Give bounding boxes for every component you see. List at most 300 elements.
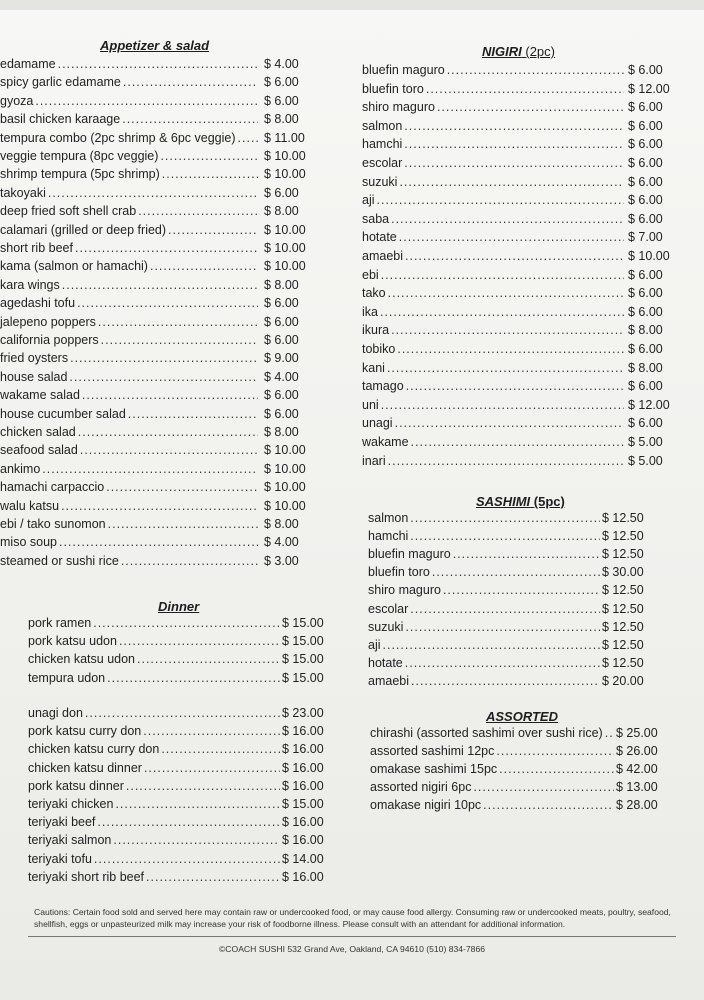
menu-item-name: kani: [362, 360, 385, 375]
menu-item-price: $ 6.00: [628, 286, 663, 301]
menu-item-price: $ 6.00: [628, 118, 663, 133]
dot-leader: [62, 278, 258, 292]
dot-leader: [377, 193, 624, 207]
menu-item-name: calamari (grilled or deep fried): [0, 222, 167, 237]
menu-item-price: $ 16.00: [282, 760, 324, 775]
menu-item-row: [0, 443, 316, 459]
menu-item-name: hotate: [368, 655, 403, 670]
menu-item-row: [368, 656, 668, 672]
sashimi-piece-count: (5pc): [533, 494, 565, 509]
menu-item-row: [362, 230, 700, 246]
menu-item-name: miso soup: [0, 535, 57, 550]
menu-item-name: chicken katsu udon: [28, 652, 136, 667]
dot-leader: [447, 63, 624, 77]
menu-item-row: [370, 780, 670, 796]
menu-item-row: [0, 278, 316, 294]
menu-item-price: $ 10.00: [264, 443, 306, 458]
menu-item-name: shiro maguro: [368, 583, 441, 598]
menu-item-name: pork ramen: [28, 616, 92, 630]
menu-item-name: seafood salad: [0, 443, 78, 458]
dot-leader: [106, 480, 258, 494]
dot-leader: [388, 454, 624, 468]
menu-item-name: tamago: [362, 379, 404, 394]
menu-item-price: $ 6.00: [628, 304, 663, 319]
menu-item-price: $ 26.00: [616, 744, 658, 759]
menu-item-row: [362, 119, 700, 135]
footer-address: ©COACH SUSHI 532 Grand Ave, Oakland, CA 94610 (510) 834-7866: [218, 944, 486, 954]
menu-item-price: $ 6.00: [628, 211, 663, 226]
menu-item-row: [368, 547, 668, 563]
menu-item-name: escolar: [368, 601, 409, 616]
menu-item-row: [0, 57, 316, 73]
menu-item-name: pork katsu udon: [28, 634, 117, 649]
dot-leader: [58, 57, 258, 71]
menu-item-price: $ 6.00: [628, 174, 663, 189]
menu-item-price: $ 12.00: [628, 81, 670, 96]
menu-item-price: $ 6.00: [628, 63, 663, 77]
dot-leader: [143, 724, 280, 738]
dot-leader: [113, 833, 280, 847]
menu-item-name: tempura udon: [28, 670, 106, 685]
menu-item-name: unagi: [362, 416, 393, 431]
menu-item-row: [28, 797, 328, 813]
caution-notice: Cautions: Certain food sold and served here may contain raw or undercooked food, or may cause food allergy. Consuming raw or undercooked meats, poultry, seafood, shellfish, eggs or unpasteurized milk may increase your risk of foodborne illness. Please consult with an attendant for additional information.: [34, 907, 671, 929]
menu-item-row: [0, 425, 316, 441]
menu-item-name: agedashi tofu: [0, 296, 76, 311]
dot-leader: [93, 616, 280, 630]
menu-item-row: [0, 554, 316, 570]
menu-item-row: [0, 351, 316, 367]
menu-item-price: $ 7.00: [628, 230, 663, 245]
dot-leader: [107, 671, 280, 685]
dot-leader: [397, 342, 624, 356]
menu-item-price: $ 28.00: [616, 798, 658, 813]
dot-leader: [410, 602, 600, 616]
sashimi-heading: [476, 494, 565, 509]
dot-leader: [138, 204, 258, 218]
menu-item-name: escolar: [362, 156, 403, 170]
menu-item-price: $ 10.00: [264, 149, 306, 163]
menu-item-row: [370, 726, 670, 742]
footer-divider: [28, 936, 676, 937]
menu-item-name: hamachi carpaccio: [0, 480, 105, 495]
menu-item-row: [0, 259, 316, 275]
menu-item-price: $ 12.50: [602, 547, 644, 562]
menu-item-name: kama (salmon or hamachi): [0, 259, 148, 274]
menu-item-price: $ 10.00: [264, 498, 306, 513]
menu-item-row: [0, 370, 316, 386]
dot-leader: [437, 100, 624, 114]
menu-item-price: $ 6.00: [264, 314, 299, 329]
menu-item-name: inari: [362, 453, 386, 468]
menu-item-name: wakame salad: [0, 388, 80, 403]
dot-leader: [391, 323, 624, 337]
menu-item-name: uni: [362, 397, 379, 412]
menu-item-row: [362, 416, 700, 432]
menu-item-row: [0, 499, 316, 515]
dot-leader: [499, 762, 614, 776]
dot-leader: [108, 517, 258, 531]
menu-item-name: teriyaki beef: [28, 815, 96, 830]
dot-leader: [381, 398, 624, 412]
menu-item-name: bluefin toro: [368, 565, 430, 580]
menu-item-price: $ 6.00: [264, 185, 299, 200]
menu-item-name: assorted nigiri 6pc: [370, 780, 472, 795]
menu-item-price: $ 11.00: [264, 130, 305, 145]
dot-leader: [85, 706, 280, 720]
dot-leader: [122, 112, 258, 126]
menu-item-row: [28, 761, 328, 777]
menu-item-price: $ 6.00: [628, 379, 663, 394]
menu-item-price: $ 12.50: [602, 529, 644, 544]
dot-leader: [137, 652, 280, 666]
menu-item-row: [362, 454, 700, 470]
menu-item-row: [370, 762, 670, 778]
dot-leader: [404, 137, 624, 151]
menu-item-price: $ 30.00: [602, 565, 644, 580]
menu-item-row: [0, 535, 316, 551]
menu-item-name: hotate: [362, 230, 397, 245]
menu-item-row: [0, 204, 316, 220]
menu-item-row: [368, 565, 668, 581]
menu-item-row: [362, 305, 700, 321]
menu-item-name: gyoza: [0, 93, 34, 108]
dot-leader: [426, 82, 624, 96]
page-top-edge: [0, 0, 704, 10]
menu-item-row: [28, 852, 328, 868]
menu-item-name: fried oysters: [0, 351, 69, 366]
menu-item-row: [362, 82, 700, 98]
appetizer-heading: Appetizer & salad: [100, 38, 210, 53]
menu-item-row: [28, 724, 328, 740]
menu-item-row: [28, 870, 328, 886]
menu-item-row: [28, 634, 328, 650]
menu-item-name: hamchi: [368, 529, 409, 544]
dot-leader: [443, 583, 600, 597]
menu-item-name: bluefin maguro: [368, 547, 451, 562]
menu-item-row: [0, 167, 316, 183]
menu-item-row: [362, 342, 700, 358]
menu-item-price: $ 8.00: [264, 277, 299, 292]
dot-leader: [123, 75, 258, 89]
dot-leader: [48, 186, 258, 200]
menu-item-row: [0, 112, 316, 128]
sashimi-title: SASHIMI: [476, 494, 531, 509]
menu-item-name: chicken salad: [0, 425, 76, 439]
menu-item-price: $ 6.00: [264, 296, 299, 311]
dot-leader: [383, 638, 600, 652]
menu-item-name: chicken katsu curry don: [28, 742, 160, 757]
menu-item-row: [0, 517, 316, 533]
menu-item-price: $ 8.00: [264, 204, 299, 219]
menu-item-name: tempura combo (2pc shrimp & 6pc veggie): [0, 130, 236, 145]
menu-item-price: $ 13.00: [616, 780, 658, 795]
menu-item-row: [368, 511, 668, 527]
menu-item-row: [0, 333, 316, 349]
menu-item-row: [28, 671, 328, 687]
menu-item-name: suzuki: [368, 619, 404, 634]
menu-item-price: $ 12.50: [602, 601, 644, 616]
dot-leader: [405, 249, 624, 263]
dot-leader: [410, 529, 600, 543]
menu-item-row: [0, 149, 316, 165]
menu-item-price: $ 10.00: [264, 461, 306, 476]
menu-item-price: $ 12.50: [602, 619, 644, 634]
dot-leader: [395, 416, 624, 430]
nigiri-piece-count: (2pc): [525, 44, 555, 59]
menu-item-price: $ 8.00: [264, 112, 299, 127]
menu-item-name: shiro maguro: [362, 100, 435, 115]
menu-item-row: [362, 268, 700, 284]
dot-leader: [380, 305, 624, 319]
menu-item-name: wakame: [362, 435, 409, 449]
menu-item-price: $ 12.50: [602, 655, 644, 670]
menu-item-row: [370, 798, 670, 814]
dot-leader: [238, 131, 258, 145]
dot-leader: [605, 726, 614, 740]
nigiri-title: NIGIRI: [482, 44, 522, 59]
menu-item-name: bluefin maguro: [362, 63, 445, 77]
menu-item-row: [362, 323, 700, 339]
menu-item-price: $ 20.00: [602, 673, 644, 688]
dot-leader: [388, 286, 624, 300]
dot-leader: [168, 223, 258, 237]
menu-item-name: ikura: [362, 323, 390, 338]
dot-leader: [381, 268, 624, 282]
dot-leader: [94, 852, 280, 866]
menu-item-row: [362, 63, 700, 79]
menu-item-row: [0, 75, 316, 91]
menu-item-price: $ 16.00: [282, 833, 324, 848]
menu-item-row: [368, 638, 668, 654]
dot-leader: [150, 259, 258, 273]
menu-item-price: $ 10.00: [264, 222, 306, 237]
menu-item-price: $ 23.00: [282, 706, 324, 720]
menu-item-name: omakase nigiri 10pc: [370, 798, 482, 813]
dot-leader: [97, 815, 280, 829]
dot-leader: [70, 351, 258, 365]
dot-leader: [69, 370, 258, 384]
menu-item-row: [0, 407, 316, 423]
dot-leader: [126, 779, 280, 793]
menu-item-price: $ 6.00: [628, 156, 663, 170]
dot-leader: [98, 315, 258, 329]
menu-item-name: aji: [368, 637, 381, 652]
menu-item-row: [368, 583, 668, 599]
dot-leader: [387, 361, 624, 375]
menu-item-price: $ 10.00: [264, 259, 306, 274]
menu-item-price: $ 6.00: [264, 388, 299, 403]
dot-leader: [411, 674, 600, 688]
menu-item-price: $ 15.00: [282, 634, 324, 649]
dot-leader: [59, 535, 258, 549]
menu-item-price: $ 6.00: [628, 193, 663, 208]
menu-item-name: short rib beef: [0, 241, 73, 255]
menu-item-price: $ 12.00: [628, 397, 670, 412]
dot-leader: [399, 230, 624, 244]
menu-item-price: $ 6.00: [628, 100, 663, 115]
menu-item-row: [28, 706, 328, 722]
dot-leader: [161, 742, 280, 756]
dot-leader: [80, 443, 258, 457]
menu-item-name: amaebi: [362, 249, 403, 263]
menu-item-row: [0, 462, 316, 478]
menu-item-price: $ 5.00: [628, 453, 663, 468]
menu-item-price: $ 16.00: [282, 742, 324, 757]
menu-item-price: $ 6.00: [628, 267, 663, 282]
menu-item-name: shrimp tempura (5pc shrimp): [0, 167, 160, 182]
menu-item-price: $ 12.50: [602, 583, 644, 598]
menu-item-row: [0, 480, 316, 496]
dot-leader: [119, 634, 280, 648]
menu-item-name: pork katsu dinner: [28, 778, 124, 793]
menu-item-price: $ 15.00: [282, 616, 324, 630]
menu-item-price: $ 16.00: [282, 815, 324, 830]
menu-item-row: [28, 652, 328, 668]
menu-item-row: [0, 388, 316, 404]
menu-item-name: chirashi (assorted sashimi over sushi rice): [370, 726, 603, 740]
menu-item-price: $ 4.00: [264, 535, 299, 550]
dot-leader: [35, 94, 258, 108]
assorted-heading: ASSORTED: [486, 709, 558, 724]
menu-item-price: $ 16.00: [282, 724, 324, 739]
menu-item-row: [362, 156, 700, 172]
dot-leader: [406, 379, 624, 393]
menu-item-name: kara wings: [0, 277, 60, 292]
nigiri-heading: [482, 44, 555, 59]
dot-leader: [432, 565, 600, 579]
menu-item-name: tako: [362, 286, 386, 301]
menu-item-row: [362, 361, 700, 377]
dot-leader: [404, 119, 624, 133]
dot-leader: [61, 499, 258, 513]
menu-item-price: $ 8.00: [264, 517, 299, 531]
menu-item-name: omakase sashimi 15pc: [370, 762, 498, 777]
menu-item-name: takoyaki: [0, 185, 46, 200]
dot-leader: [82, 388, 258, 402]
menu-item-name: salmon: [368, 511, 409, 525]
menu-item-name: ebi: [362, 267, 379, 282]
menu-item-price: $ 6.00: [264, 333, 299, 347]
dot-leader: [77, 296, 258, 310]
dot-leader: [410, 511, 600, 525]
menu-item-name: assorted sashimi 12pc: [370, 744, 495, 759]
menu-item-name: suzuki: [362, 174, 398, 189]
dot-leader: [160, 149, 258, 163]
menu-item-name: aji: [362, 193, 375, 208]
menu-item-row: [0, 131, 316, 147]
menu-item-name: tobiko: [362, 342, 396, 356]
menu-item-row: [28, 779, 328, 795]
menu-item-row: [0, 186, 316, 202]
menu-item-price: $ 4.00: [264, 369, 299, 384]
menu-item-name: pork katsu curry don: [28, 724, 142, 739]
menu-item-row: [28, 833, 328, 849]
menu-item-price: $ 3.00: [264, 553, 299, 568]
menu-item-name: teriyaki short rib beef: [28, 869, 145, 884]
dot-leader: [404, 156, 624, 170]
menu-item-price: $ 15.00: [282, 670, 324, 685]
dot-leader: [121, 554, 258, 568]
menu-item-row: [28, 616, 328, 632]
menu-item-name: amaebi: [368, 673, 409, 688]
menu-item-row: [362, 398, 700, 414]
menu-item-row: [0, 94, 316, 110]
dot-leader: [128, 407, 258, 421]
dinner-heading: Dinner: [158, 599, 200, 614]
menu-item-name: california poppers: [0, 333, 99, 347]
menu-item-price: $ 16.00: [282, 778, 324, 793]
menu-item-price: $ 8.00: [264, 425, 299, 439]
menu-item-name: ebi / tako sunomon: [0, 517, 106, 531]
menu-item-name: house cucumber salad: [0, 406, 126, 421]
menu-item-name: chicken katsu dinner: [28, 760, 142, 775]
dot-leader: [144, 761, 280, 775]
menu-item-name: ika: [362, 304, 378, 319]
menu-item-price: $ 10.00: [264, 480, 306, 495]
menu-item-name: spicy garlic edamame: [0, 75, 121, 90]
menu-item-price: $ 9.00: [264, 351, 299, 366]
menu-item-row: [368, 620, 668, 636]
menu-item-price: $ 12.50: [602, 511, 644, 525]
menu-item-row: [0, 241, 316, 257]
menu-item-price: $ 15.00: [282, 797, 324, 811]
menu-item-name: teriyaki tofu: [28, 851, 92, 866]
menu-item-price: $ 10.00: [628, 249, 670, 263]
dot-leader: [146, 870, 280, 884]
menu-item-price: $ 10.00: [264, 241, 306, 255]
dot-leader: [115, 797, 280, 811]
menu-item-row: [28, 815, 328, 831]
menu-item-price: $ 42.00: [616, 762, 658, 777]
menu-item-price: $ 6.00: [264, 75, 299, 90]
menu-item-name: edamame: [0, 57, 56, 71]
menu-item-name: veggie tempura (8pc veggie): [0, 149, 159, 163]
menu-item-name: ankimo: [0, 461, 41, 476]
menu-item-name: house salad: [0, 369, 68, 384]
menu-item-name: salmon: [362, 118, 403, 133]
menu-item-price: $ 4.00: [264, 57, 299, 71]
menu-item-name: bluefin toro: [362, 81, 424, 96]
menu-item-row: [362, 286, 700, 302]
menu-item-row: [368, 602, 668, 618]
dot-leader: [483, 798, 614, 812]
menu-item-price: $ 6.00: [628, 416, 663, 431]
menu-item-row: [362, 212, 700, 228]
dot-leader: [473, 780, 614, 794]
menu-item-row: [362, 175, 700, 191]
menu-item-row: [28, 742, 328, 758]
dot-leader: [391, 212, 624, 226]
menu-item-row: [368, 674, 668, 690]
menu-item-price: $ 5.00: [628, 435, 663, 449]
menu-item-name: saba: [362, 211, 390, 226]
menu-item-price: $ 8.00: [628, 323, 663, 338]
menu-item-row: [362, 193, 700, 209]
menu-item-name: walu katsu: [0, 498, 60, 513]
menu-item-price: $ 6.00: [628, 137, 663, 152]
menu-item-price: $ 15.00: [282, 652, 324, 667]
dot-leader: [405, 620, 600, 634]
menu-item-row: [368, 529, 668, 545]
menu-item-price: $ 10.00: [264, 167, 306, 182]
menu-item-row: [362, 435, 700, 451]
menu-item-row: [370, 744, 670, 760]
dot-leader: [78, 425, 258, 439]
menu-item-price: $ 8.00: [628, 360, 663, 375]
dot-leader: [399, 175, 624, 189]
dot-leader: [405, 656, 600, 670]
